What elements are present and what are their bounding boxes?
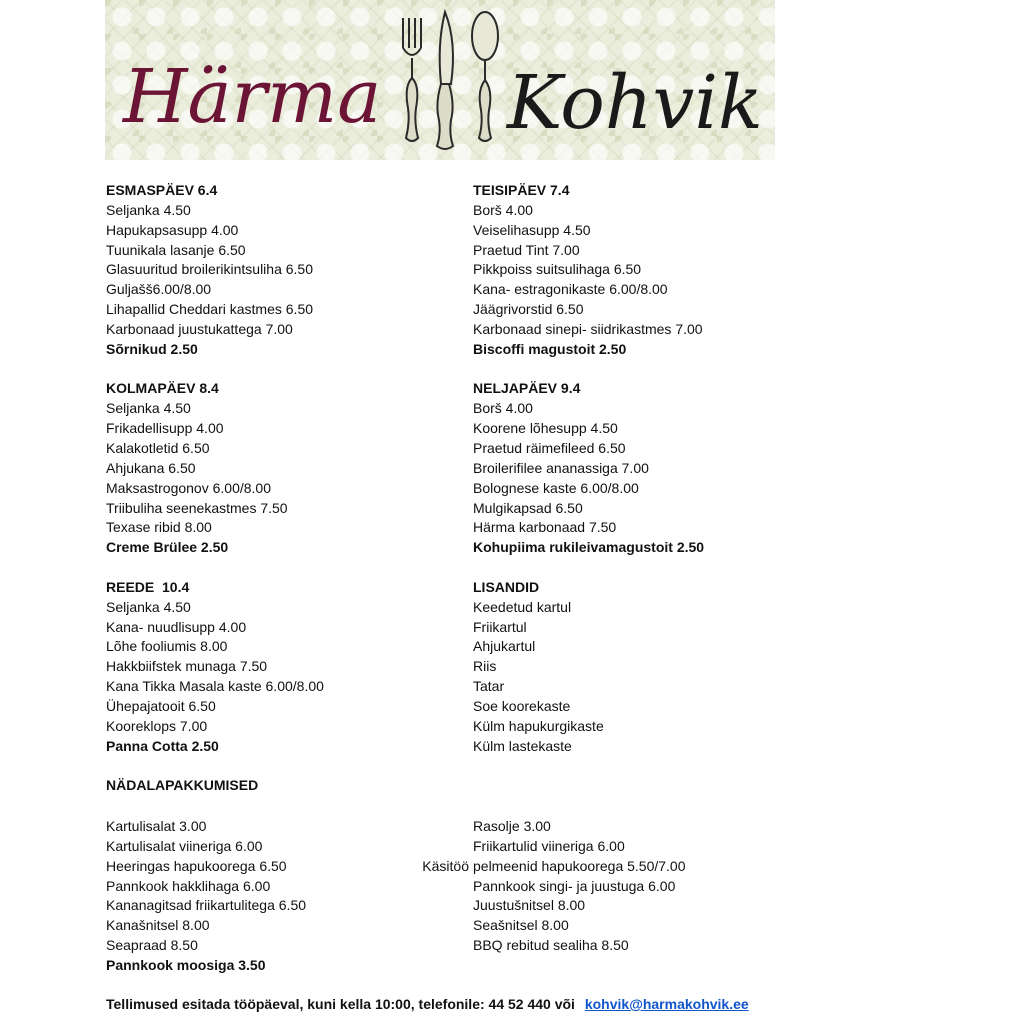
weekly-offers-title: NÄDALAPAKKUMISED	[106, 777, 259, 793]
menu-item: Karbonaad sinepi- siidrikastmes 7.00	[473, 320, 703, 337]
side-item: Külm hapukurgikaste	[473, 717, 604, 734]
menu-item: Härma karbonaad 7.50	[473, 519, 617, 536]
fork-icon	[403, 18, 421, 141]
weekly-right-column	[422, 817, 686, 956]
sides-title: LISANDID	[473, 578, 540, 595]
day-block-monday	[106, 181, 324, 360]
weekly-left-column	[106, 817, 306, 976]
dessert-item: Biscoffi magustoit 2.50	[473, 340, 627, 357]
menu-item: Maksastrogonov 6.00/8.00	[106, 479, 271, 496]
day-block-wednesday	[106, 379, 324, 558]
weekly-item: Heeringas hapukoorega 6.50	[106, 857, 287, 874]
day-block-friday	[106, 578, 324, 757]
weekly-item: BBQ rebitud sealiha 8.50	[473, 937, 629, 954]
weekly-item: Juustušnitsel 8.00	[473, 897, 586, 914]
spoon-icon	[472, 12, 498, 141]
menu-item: Hapukapsasupp 4.00	[106, 221, 239, 238]
menu-item: Hakkbiifstek munaga 7.50	[106, 658, 268, 675]
weekly-item: Kartulisalat 3.00	[106, 818, 207, 834]
menu-item: Kana- nuudlisupp 4.00	[106, 618, 247, 635]
menu-item: Koorene lõhesupp 4.50	[473, 420, 618, 437]
day-title: NELJAPÄEV 9.4	[473, 380, 581, 397]
weekly-item: Pannkook singi- ja juustuga 6.00	[473, 877, 676, 894]
menu-item: Triibuliha seenekastmes 7.50	[106, 499, 288, 516]
knife-icon	[437, 12, 453, 149]
menu-item: Pikkpoiss suitsulihaga 6.50	[473, 261, 642, 278]
weekly-item: Pannkook hakklihaga 6.00	[106, 877, 271, 894]
menu-item: Seljanka 4.50	[106, 201, 191, 218]
menu-item: Veiselihasupp 4.50	[473, 221, 591, 238]
menu-item: Seljanka 4.50	[106, 400, 191, 417]
weekly-item-bold: Pannkook moosiga 3.50	[106, 956, 266, 973]
menu-item: Lihapallid Cheddari kastmes 6.50	[106, 301, 314, 318]
menu-item: Praetud räimefileed 6.50	[473, 439, 626, 456]
menu-item: Seljanka 4.50	[106, 598, 191, 615]
day-title: TEISIPÄEV 7.4	[473, 182, 570, 198]
side-item: Külm lastekaste	[473, 737, 572, 754]
weekly-item: Kanašnitsel 8.00	[106, 917, 210, 934]
menu-item: Glasuuritud broilerikintsuliha 6.50	[106, 261, 313, 278]
menu-item: Borš 4.00	[473, 400, 533, 417]
side-item: Soe koorekaste	[473, 697, 571, 714]
weekly-item-with-prefix	[422, 857, 686, 877]
menu-item: Lõhe fooliumis 8.00	[106, 638, 228, 655]
menu-item: Borš 4.00	[473, 201, 533, 218]
menu-item: Broilerifilee ananassiga 7.00	[473, 459, 649, 476]
side-item: Tatar	[473, 678, 505, 695]
day-title: REEDE 10.4	[106, 578, 190, 595]
menu-item: Kooreklops 7.00	[106, 717, 208, 734]
menu-right-column	[473, 181, 704, 756]
menu-item: Frikadellisupp 4.00	[106, 420, 224, 437]
menu-item: Tuunikala lasanje 6.50	[106, 241, 246, 258]
menu-item: Texase ribid 8.00	[106, 519, 212, 536]
menu-item: Mulgikapsad 6.50	[473, 499, 583, 516]
order-info-text: Tellimused esitada tööpäeval, kuni kella 10:00, telefonile: 44 52 440 või	[106, 996, 575, 1012]
menu-item: Praetud Tint 7.00	[473, 241, 580, 258]
weekly-item: Kartulisalat viineriga 6.00	[106, 837, 263, 854]
dessert-item: Panna Cotta 2.50	[106, 737, 219, 754]
weekly-item: Friikartulid viineriga 6.00	[473, 837, 625, 854]
weekly-item: Rasolje 3.00	[473, 818, 551, 834]
menu-item: Kalakotletid 6.50	[106, 439, 210, 456]
day-block-tuesday	[473, 181, 704, 360]
day-title: ESMASPÄEV 6.4	[106, 182, 218, 198]
menu-item: Guljašš6.00/8.00	[106, 281, 212, 298]
menu-left-column	[106, 181, 324, 756]
menu-item: Ahjukana 6.50	[106, 459, 196, 476]
side-item: Friikartul	[473, 618, 527, 635]
side-item: Ahjukartul	[473, 638, 536, 655]
logo-left-text: Härma	[123, 54, 382, 140]
dessert-item: Sõrnikud 2.50	[106, 340, 198, 357]
menu-item: Karbonaad juustukattega 7.00	[106, 320, 293, 337]
menu-item: Kana Tikka Masala kaste 6.00/8.00	[106, 678, 324, 695]
day-block-thursday	[473, 379, 704, 558]
weekly-item: Kananagitsad friikartulitega 6.50	[106, 897, 307, 914]
logo-right-text: Kohvik	[507, 60, 763, 146]
weekly-item: Seašnitsel 8.00	[473, 917, 569, 934]
order-info-footer	[106, 996, 749, 1012]
menu-item: Bolognese kaste 6.00/8.00	[473, 479, 639, 496]
menu-item: Ühepajatooit 6.50	[106, 697, 216, 714]
weekly-item-prefix: Käsitöö	[422, 857, 469, 874]
side-item: Riis	[473, 658, 497, 675]
email-link[interactable]: kohvik@harmakohvik.ee	[584, 996, 749, 1012]
weekly-item: pelmeenid hapukoorega 5.50/7.00	[473, 857, 686, 874]
menu-item: Kana- estragonikaste 6.00/8.00	[473, 281, 668, 298]
dessert-item: Kohupiima rukileivamagustoit 2.50	[473, 539, 705, 556]
day-title: KOLMAPÄEV 8.4	[106, 380, 219, 397]
sides-block	[473, 578, 704, 757]
side-item: Keedetud kartul	[473, 598, 572, 615]
header-banner	[105, 0, 775, 160]
banner-art	[105, 0, 775, 160]
dessert-item: Creme Brülee 2.50	[106, 539, 229, 556]
menu-item: Jäägrivorstid 6.50	[473, 301, 584, 318]
weekly-item: Seapraad 8.50	[106, 937, 198, 954]
